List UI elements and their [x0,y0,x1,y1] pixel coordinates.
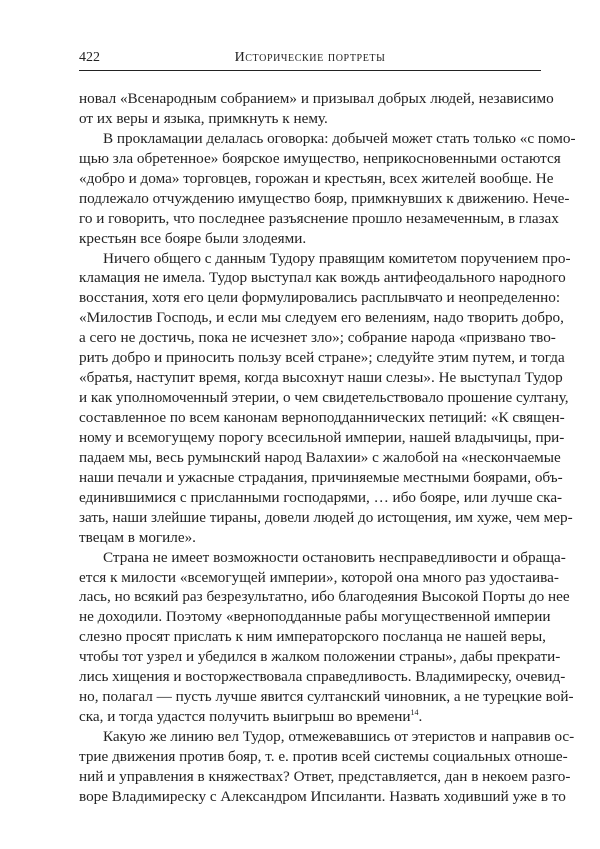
text-line: падаем мы, весь румынский народ Валахии» с жалобой на «нескончаемые [79,448,561,466]
text-line: чтобы тот узрел и убедился в жалком положении страны», дабы прекрати- [79,648,561,666]
text-line: щью зла обретенное» боярское имущество, неприкосновенными остаются [79,149,561,167]
text-line [79,707,541,727]
text-line: наши печали и ужасные страдания, причиняемые местными боярами, объ- [79,468,563,486]
text-line: единившимися с присланными господарями, … ибо бояре, или лучше ска- [79,488,563,506]
body-text [79,89,576,807]
text-line: го и говорить, что последнее разъяснение прошло незамеченным, в глазах [79,209,559,227]
text-line: «Милостив Господь, и если мы следуем его велениям, надо творить добро, [79,309,564,327]
page-number: 422 [79,50,100,65]
text-line: но, полагал — пусть лучше явится султанский чиновник, а не турецкие вой- [79,688,574,706]
text-line: твецам в могиле». [79,528,196,546]
text-line: «добро и дома» торговцев, горожан и крестьян, всех жителей вообще. Не [79,169,554,187]
text-line: и как уполномоченный этерии, о чем свидетельствовало прошение султану, [79,389,569,407]
text-line: слезно просят прислать к ним императорского посланца не нашей веры, [79,628,546,646]
text-line: от их веры и языка, примкнуть к нему. [79,109,328,127]
text-line: воре Владимиреску с Александром Ипсиланти. Назвать ходивший уже в то [79,787,566,805]
text-line: Страна не имеет возможности остановить несправедливости и обраща- [103,548,566,566]
text-line: подлежало отчуждению имущество бояр, примкнувших к движению. Нече- [79,189,570,207]
footnote-ref[interactable]: 14 [410,708,419,718]
text-line: лись хищения и восторжествовала справедливость. Владимиреску, очевид- [79,668,566,686]
running-header [79,48,541,71]
text-line: составленное по всем канонам верноподданнических петиций: «К священ- [79,409,565,426]
text-line: ному и всемогущему порогу всесильной империи, нашей владычицы, при- [79,428,565,446]
text-line: крестьян все бояре были злодеями. [79,229,307,247]
text-line: «братья, наступит время, когда высохнут наши слезы». Не выступал Тудор [79,369,563,387]
text-line: Ничего общего с данным Тудору правящим комитетом поручением про- [103,249,571,267]
text-line: лась, но всякий раз безрезультатно, ибо благодеяния Высокой Порты до нее [79,588,570,606]
text-line: не доходили. Поэтому «верноподданные рабы могущественной империи [79,608,551,626]
text-line: а сего не достичь, пока не исчезнет зло»; собрание народа «призвано тво- [79,329,556,347]
text-line: трие движения против бояр, т. е. против всей системы социальных отноше- [79,747,568,765]
text-line: кламация не имела. Тудор выступал как вождь антифеодального народного [79,269,566,287]
text-line: новал «Всенародным собранием» и призывал добрых людей, независимо [79,90,554,107]
text-line: В прокламации делалась оговорка: добычей может стать только «с помо- [103,129,576,147]
text-line-suffix: . [418,708,423,726]
text-line: зать, наши злейшие тираны, довели людей до истощения, им хуже, чем мер- [79,508,573,526]
text-line: восстания, хотя его цели формулировались расплывчато и неопределенно: [79,289,561,307]
text-line: ний и управления в княжествах? Ответ, представляется, дан в некоем разго- [79,767,571,785]
text-line: Какую же линию вел Тудор, отмежевавшись от этеристов и направив ос- [103,728,575,745]
running-title: Исторические портреты [234,50,386,65]
text-line: рить добро и приносить пользу всей стране»; следуйте этим путем, и тогда [79,349,565,367]
text-line-content: ска, и тогда удастся получить выигрыш во времени [79,708,411,726]
text-line: ется к милости «всемогущей империи», которой она много раз удостаива- [79,568,559,586]
